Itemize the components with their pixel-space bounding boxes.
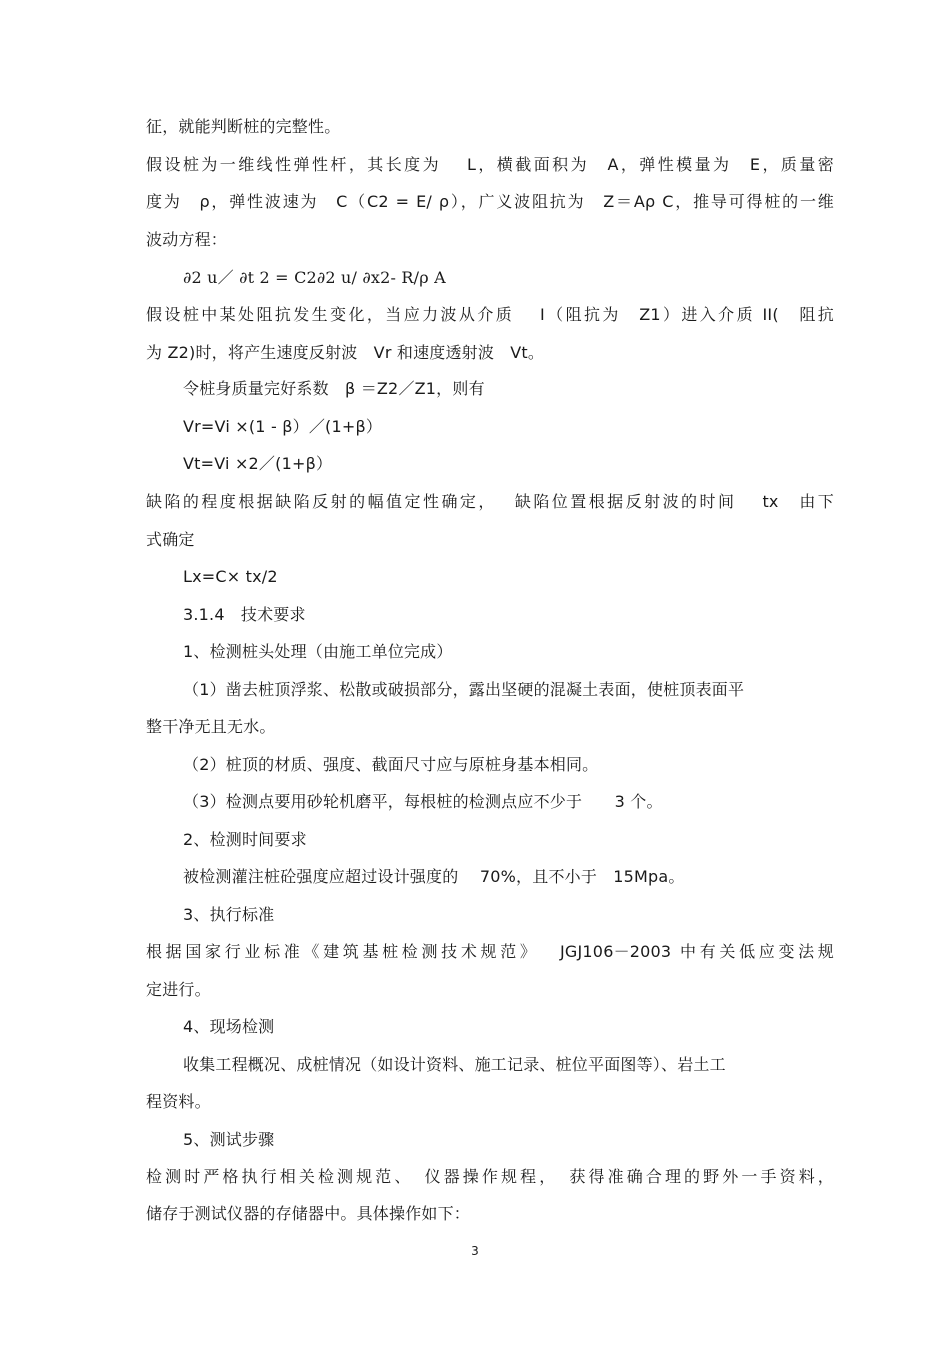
text-line: 缺陷的程度根据缺陷反射的幅值定性确定， 缺陷位置根据反射波的时间 tx 由下: [146, 492, 834, 511]
text-line: 根据国家行业标准《建筑基桩检测技术规范》 JGJ106－2003 中有关低应变法规: [146, 942, 834, 961]
text-line: 令桩身质量完好系数 β ＝Z2／Z1，则有: [183, 379, 485, 398]
text-line: 假设桩为一维线性弹性杆，其长度为 L，横截面积为 A，弹性模量为 E，质量密: [146, 155, 834, 174]
list-item: 4、现场检测: [183, 1017, 275, 1036]
list-item: 1、检测桩头处理（由施工单位完成）: [183, 642, 453, 661]
text-line: 为 Z2)时，将产生速度反射波 Vr 和速度透射波 Vt。: [146, 343, 545, 362]
equation-line: Lx=C× tx/2: [183, 567, 278, 586]
list-item: （3）检测点要用砂轮机磨平，每根桩的检测点应不少于 3 个。: [183, 792, 663, 811]
text-line: 程资料。: [146, 1092, 211, 1111]
equation-line: Vt=Vi ×2／(1+β）: [183, 454, 333, 473]
text-line: 收集工程概况、成桩情况（如设计资料、施工记录、桩位平面图等）、岩土工: [183, 1055, 726, 1074]
list-item: （1）凿去桩顶浮浆、松散或破损部分，露出坚硬的混凝土表面，使桩顶表面平: [183, 680, 745, 699]
list-item: 2、检测时间要求: [183, 830, 307, 849]
text-line: 假设桩中某处阻抗发生变化，当应力波从介质 I（阻抗为 Z1）进入介质 II( 阻抗: [146, 305, 834, 324]
list-item: 3、执行标准: [183, 905, 275, 924]
text-line: 被检测灌注桩砼强度应超过设计强度的 70%，且不小于 15Mpa。: [183, 867, 685, 886]
equation-line: Vr=Vi ×(1 - β）／(1+β）: [183, 417, 383, 436]
text-line: 检测时严格执行相关检测规范、 仪器操作规程， 获得准确合理的野外一手资料，: [146, 1167, 834, 1186]
text-line: 定进行。: [146, 980, 211, 999]
text-line: 式确定: [146, 530, 195, 549]
list-item: 5、测试步骤: [183, 1130, 275, 1149]
equation-line: ∂2 u／ ∂t 2 = C2∂2 u/ ∂x2- R/ρ A: [183, 268, 446, 287]
text-line: 度为 ρ，弹性波速为 C（C2 = E/ ρ），广义波阻抗为 Z＝Aρ C，推导可得桩的一维: [146, 192, 834, 211]
section-heading: 3.1.4 技术要求: [183, 605, 306, 624]
text-line: 整干净无且无水。: [146, 717, 276, 736]
page-number: 3: [471, 1244, 479, 1258]
text-line: 征，就能判断桩的完整性。: [146, 117, 341, 136]
list-item: （2）桩顶的材质、强度、截面尺寸应与原桩身基本相同。: [183, 755, 599, 774]
text-line: 波动方程：: [146, 230, 228, 249]
text-line: 储存于测试仪器的存储器中。具体操作如下：: [146, 1204, 471, 1223]
